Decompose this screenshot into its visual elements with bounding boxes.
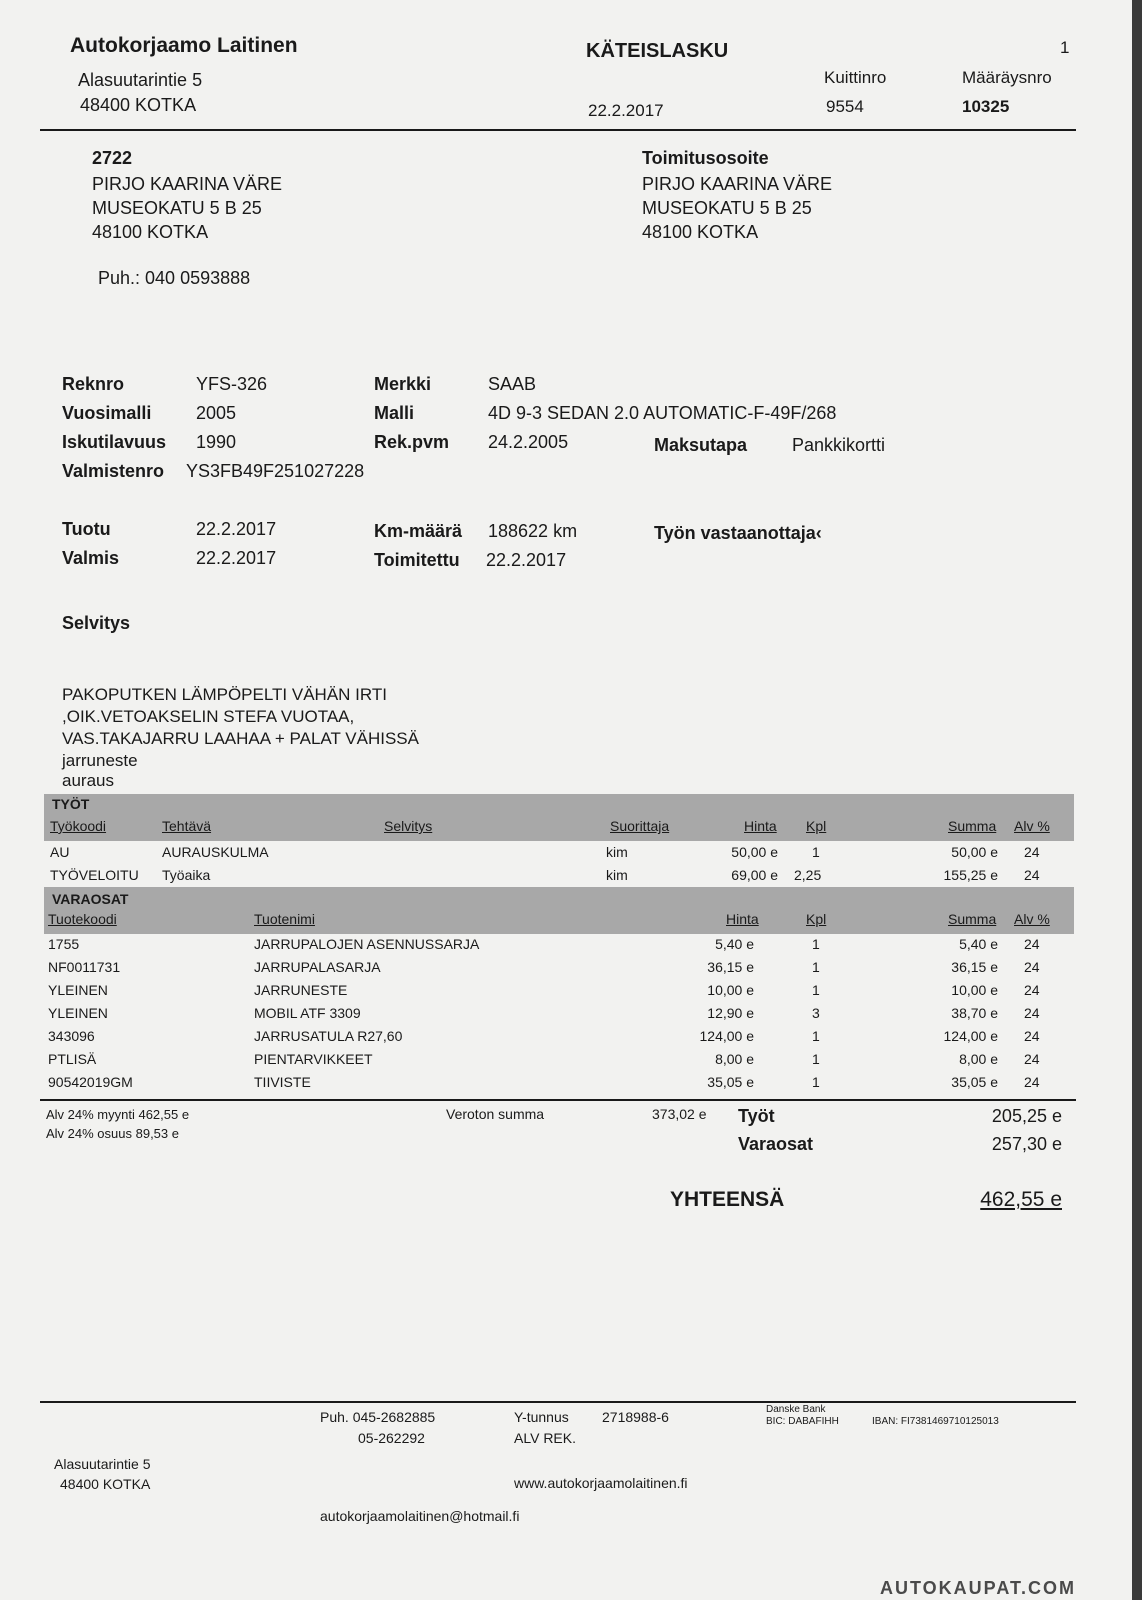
table-row: [44, 864, 1074, 887]
cell-name: TIIVISTE: [254, 1074, 311, 1090]
cell-vat: 24: [1024, 982, 1040, 998]
cell-sum: 5,40 e: [959, 936, 998, 952]
receiver-label: Työn vastaanottaja‹: [654, 523, 822, 543]
table-row: [44, 1048, 1074, 1071]
customer-phone: Puh.: 040 0593888: [98, 268, 251, 288]
cell-price: 8,00 e: [715, 1051, 754, 1067]
cell-task: Työaika: [162, 867, 211, 883]
cell-vat: 24: [1024, 959, 1040, 975]
labor-section-title: TYÖT: [52, 796, 90, 812]
footer-street: Alasuutarintie 5: [54, 1456, 151, 1472]
km-label: Km-määrä: [374, 521, 463, 541]
col-price: Hinta: [744, 818, 777, 834]
cell-name: JARRUPALASARJA: [254, 959, 381, 975]
year-value: 2005: [196, 403, 237, 423]
model-value: 4D 9-3 SEDAN 2.0 AUTOMATIC-F-49F/268: [488, 403, 837, 423]
col-worker: Suorittaja: [610, 818, 670, 834]
cc-value: 1990: [196, 432, 237, 452]
company-name: Autokorjaamo Laitinen: [70, 34, 298, 57]
col-qty: Kpl: [806, 911, 827, 927]
reg-value: YFS-326: [196, 374, 268, 394]
footer-iban: IBAN: FI7381469710125013: [872, 1416, 999, 1427]
grand-total-label: YHTEENSÄ: [670, 1188, 785, 1211]
regdate-label: Rek.pvm: [374, 432, 450, 452]
cell-name: JARRUNESTE: [254, 982, 348, 998]
receipt-number: 9554: [826, 97, 864, 116]
delivery-street: MUSEOKATU 5 B 25: [642, 198, 812, 218]
col-product-code: Tuotekoodi: [48, 911, 117, 927]
cell-qty: 1: [812, 844, 820, 860]
customer-name: PIRJO KAARINA VÄRE: [92, 174, 283, 194]
delivered-label: Toimitettu: [374, 550, 460, 570]
table-row: [44, 956, 1074, 979]
cell-sum: 38,70 e: [951, 1005, 998, 1021]
delivered-value: 22.2.2017: [486, 550, 567, 570]
footer-website: www.autokorjaamolaitinen.fi: [514, 1475, 688, 1491]
customer-id: 2722: [92, 148, 133, 168]
col-vat: Alv %: [1014, 818, 1050, 834]
footer-city: 48400 KOTKA: [60, 1476, 151, 1492]
footer-ytunnus: 2718988-6: [602, 1409, 669, 1425]
table-row: [44, 1002, 1074, 1025]
cell-name: PIENTARVIKKEET: [254, 1051, 373, 1067]
km-value: 188622 km: [488, 521, 578, 541]
col-product-name: Tuotenimi: [254, 911, 315, 927]
cell-vat: 24: [1024, 1005, 1040, 1021]
payment-value: Pankkikortti: [792, 435, 886, 455]
cell-code: 343096: [48, 1028, 95, 1044]
make-value: SAAB: [488, 374, 537, 394]
table-row: [44, 933, 1074, 956]
page-number: 1: [1060, 38, 1070, 57]
footer-bic: BIC: DABAFIHH: [766, 1416, 839, 1427]
invoice-title: KÄTEISLASKU: [586, 40, 729, 62]
cell-vat: 24: [1024, 1074, 1040, 1090]
footer-phone1: Puh. 045-2682885: [320, 1409, 436, 1425]
labor-rows: [44, 841, 1074, 887]
cell-code: AU: [50, 844, 70, 860]
totals-divider: [40, 1099, 1076, 1101]
in-label: Tuotu: [62, 519, 111, 539]
in-value: 22.2.2017: [196, 519, 277, 539]
vat-share: Alv 24% osuus 89,53 e: [46, 1126, 179, 1141]
explanation-label: Selvitys: [62, 613, 131, 633]
delivery-name: PIRJO KAARINA VÄRE: [642, 174, 833, 194]
cell-worker: kim: [606, 867, 628, 883]
ready-value: 22.2.2017: [196, 548, 277, 568]
cell-code: NF0011731: [48, 959, 121, 975]
explanation-line: PAKOPUTKEN LÄMPÖPELTI VÄHÄN IRTI: [62, 685, 387, 704]
cell-sum: 35,05 e: [951, 1074, 998, 1090]
header-divider: [40, 129, 1076, 131]
cell-name: MOBIL ATF 3309: [254, 1005, 361, 1021]
year-label: Vuosimalli: [62, 403, 152, 423]
cell-qty: 1: [812, 959, 820, 975]
footer-alv-rek: ALV REK.: [514, 1430, 576, 1446]
parts-section-title: VARAOSAT: [52, 891, 129, 907]
cell-sum: 10,00 e: [951, 982, 998, 998]
cell-vat: 24: [1024, 936, 1040, 952]
regdate-value: 24.2.2005: [488, 432, 569, 452]
explanation-line: ,OIK.VETOAKSELIN STEFA VUOTAA,: [62, 707, 355, 726]
customer-city: 48100 KOTKA: [92, 222, 209, 242]
cell-sum: 36,15 e: [951, 959, 998, 975]
parts-total-label: Varaosat: [738, 1134, 814, 1154]
company-street: Alasuutarintie 5: [78, 70, 203, 90]
cell-price: 69,00 e: [731, 867, 778, 883]
table-row: [44, 1071, 1074, 1094]
delivery-city: 48100 KOTKA: [642, 222, 759, 242]
cell-price: 124,00 e: [699, 1028, 754, 1044]
customer-street: MUSEOKATU 5 B 25: [92, 198, 262, 218]
net-value: 373,02 e: [652, 1106, 707, 1122]
order-label: Määräysnro: [962, 68, 1052, 87]
vat-sales: Alv 24% myynti 462,55 e: [46, 1107, 190, 1122]
parts-header-row: [44, 908, 1074, 931]
invoice-date: 22.2.2017: [588, 101, 664, 120]
col-task: Tehtävä: [162, 818, 212, 834]
col-sum: Summa: [948, 818, 997, 834]
cell-qty: 2,25: [794, 867, 822, 883]
cell-vat: 24: [1024, 1028, 1040, 1044]
cell-vat: 24: [1024, 844, 1040, 860]
explanation-line: VAS.TAKAJARRU LAAHAA + PALAT VÄHISSÄ: [62, 729, 419, 748]
cell-worker: kim: [606, 844, 628, 860]
footer-email: autokorjaamolaitinen@hotmail.fi: [320, 1508, 520, 1524]
order-number: 10325: [962, 97, 1010, 116]
cell-qty: 1: [812, 1051, 820, 1067]
cell-sum: 124,00 e: [943, 1028, 998, 1044]
col-vat: Alv %: [1014, 911, 1050, 927]
cell-sum: 50,00 e: [951, 844, 998, 860]
delivery-label: Toimitusosoite: [642, 148, 769, 168]
explanation-line: jarruneste: [62, 751, 138, 770]
make-label: Merkki: [374, 374, 432, 394]
footer-ytunnus-label: Y-tunnus: [514, 1409, 569, 1425]
cell-qty: 1: [812, 982, 820, 998]
ready-label: Valmis: [62, 548, 120, 568]
cell-code: PTLISÄ: [48, 1051, 97, 1067]
footer-phone2: 05-262292: [358, 1430, 425, 1446]
company-city: 48400 KOTKA: [80, 95, 197, 115]
labor-total-value: 205,25 e: [991, 1106, 1062, 1126]
grand-total-value: 462,55 e: [980, 1188, 1062, 1211]
cell-qty: 1: [812, 1028, 820, 1044]
cell-code: 90542019GM: [48, 1074, 133, 1090]
vin-value: YS3FB49F251027228: [186, 461, 365, 481]
cell-code: YLEINEN: [48, 1005, 108, 1021]
parts-total-value: 257,30 e: [991, 1134, 1062, 1154]
table-row: [44, 1025, 1074, 1048]
cell-price: 50,00 e: [731, 844, 778, 860]
labor-header-row: [44, 815, 1074, 838]
payment-label: Maksutapa: [654, 435, 748, 455]
cell-vat: 24: [1024, 1051, 1040, 1067]
cell-qty: 1: [812, 1074, 820, 1090]
receipt-label: Kuittinro: [824, 68, 887, 87]
col-qty: Kpl: [806, 818, 827, 834]
cell-qty: 1: [812, 936, 820, 952]
cell-price: 10,00 e: [707, 982, 754, 998]
col-sum: Summa: [948, 911, 997, 927]
col-price: Hinta: [726, 911, 759, 927]
cell-sum: 155,25 e: [943, 867, 998, 883]
cell-qty: 3: [812, 1005, 820, 1021]
cell-price: 5,40 e: [715, 936, 754, 952]
table-row: [44, 841, 1074, 864]
cell-price: 36,15 e: [707, 959, 754, 975]
reg-label: Reknro: [62, 374, 125, 394]
cell-price: 35,05 e: [707, 1074, 754, 1090]
cell-vat: 24: [1024, 867, 1040, 883]
cell-name: JARRUPALOJEN ASENNUSSARJA: [254, 936, 480, 952]
col-code: Työkoodi: [50, 818, 107, 834]
watermark: AUTOKAUPAT.COM: [880, 1578, 1076, 1598]
labor-total-label: Työt: [738, 1106, 775, 1126]
cell-code: TYÖVELOITU: [50, 867, 139, 883]
cell-price: 12,90 e: [707, 1005, 754, 1021]
vin-label: Valmistenro: [62, 461, 165, 481]
explanation-line: auraus: [62, 771, 114, 790]
cell-sum: 8,00 e: [959, 1051, 998, 1067]
cell-task: AURAUSKULMA: [162, 844, 269, 860]
footer-bank: Danske Bank: [766, 1404, 826, 1415]
cell-code: 1755: [48, 936, 80, 952]
parts-rows: [44, 933, 1074, 1094]
net-label: Veroton summa: [446, 1106, 545, 1122]
cc-label: Iskutilavuus: [62, 432, 167, 452]
table-row: [44, 979, 1074, 1002]
footer-divider: [40, 1401, 1076, 1403]
model-label: Malli: [374, 403, 415, 423]
cell-code: YLEINEN: [48, 982, 108, 998]
cell-name: JARRUSATULA R27,60: [254, 1028, 403, 1044]
col-explanation: Selvitys: [384, 818, 433, 834]
